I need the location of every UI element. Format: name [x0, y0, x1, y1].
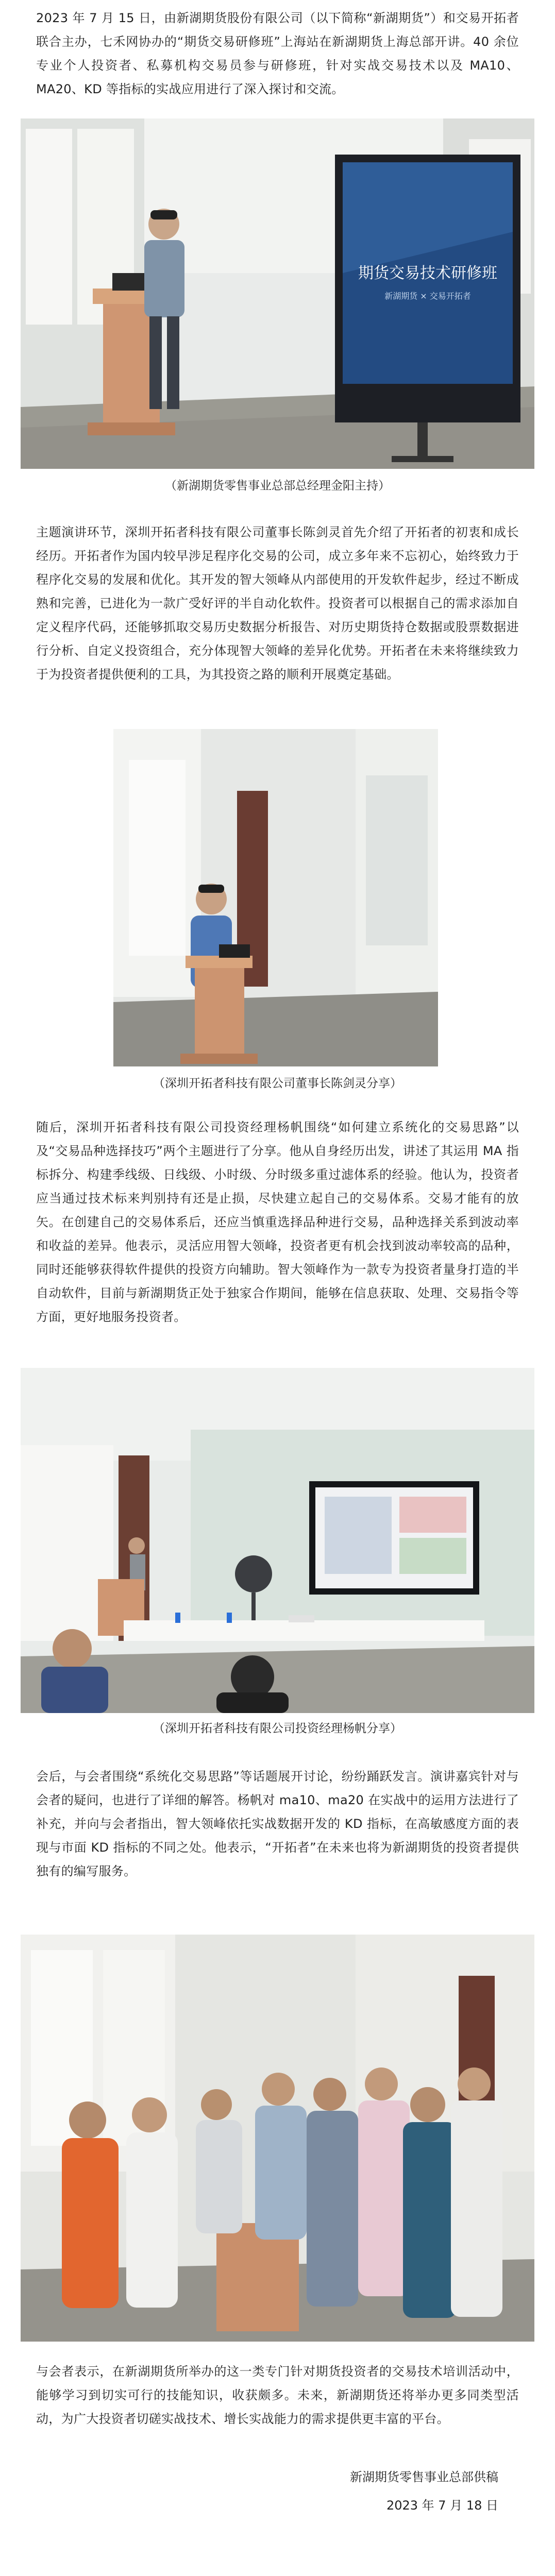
screen-title: 期货交易技术研修班	[358, 264, 497, 282]
paragraph-discussion: 会后，与会者围绕“系统化交易思路”等话题展开讨论，纷纷踊跃发言。演讲嘉宾针对与会者的疑问，也进行了详细的解答。杨帆对 ma10、ma20 在实战中的运用方法进行了补充，并向与会者指出，智大领峰依托实战数据开发的 KD 指标，在高敏感度方面的表现与市面 KD 指标的不同之处。他表示，“开拓者”在未来也将为新湖期货的投资者提供独有的编写服务。	[36, 1769, 519, 1878]
caption-host: （新湖期货零售事业总部总经理金阳主持）	[165, 479, 390, 493]
photo-discussion	[21, 1935, 534, 2342]
paragraph-chairman: 主题演讲环节，深圳开拓者科技有限公司董事长陈剑灵首先介绍了开拓者的初衷和成长经历。开拓者作为国内较早涉足程序化交易的公司，成立多年来不忘初心，始终致力于程序化交易的发展和优化。其开发的智大领峰从内部使用的开发软件起步，经过不断成熟和完善，已进化为一款广受好评的半自动化软件。投资者可以根据自己的需求添加自定义程序代码，还能够抓取交易历史数据分析报告、对历史期货持仓数据或股票数据进行分析、自定义投资组合，充分体现智大领峰的差异化优势。开拓者在未来将继续致力于为投资者提供便利的工具，为其投资之路的顺利开展奠定基础。	[36, 525, 519, 682]
paragraph-manager: 随后，深圳开拓者科技有限公司投资经理杨帆围绕“如何建立系统化的交易思路”以及“交易品种选择技巧”两个主题进行了分享。他从自身经历出发，讲述了其运用 MA 指标拆分、构建季线级、日线级、小时级、分时级多重过滤体系的经验。他认为，投资者应当通过技术标来判别持有还是止损，尽快建立起自己的交易体系。交易才能有的放矢。在创建自己的交易体系后，还应当慎重选择品种进行交易，品种选择关系到波动率和收益的差异。他表示，灵活应用智大领峰，投资者更有机会找到波动率较高的品种，同时还能够获得软件提供的投资方向辅助。智大领峰作为一款专为投资者量身打造的半自动软件，目前与新湖期货正处于独家合作期间，能够在信息获取、处理、交易指令等方面，更好地服务投资者。	[36, 1120, 519, 1324]
caption-manager: （深圳开拓者科技有限公司投资经理杨帆分享）	[153, 1722, 402, 1735]
screen-subtitle: 新湖期货 × 交易开拓者	[384, 291, 471, 301]
signature-date: 2023 年 7 月 18 日	[386, 2498, 498, 2513]
paragraph-intro: 2023 年 7 月 15 日，由新湖期货股份有限公司（以下简称“新湖期货”）和交易开拓者联合主办，七禾网协办的“期货交易研修班”上海站在新湖期货上海总部开讲。40 余位专业个人投资者、私募机构交易员参与研修班，针对实战交易技术以及 MA10、MA20、KD 等指标的实战应用进行了深入探讨和交流。	[36, 11, 519, 96]
photo-classroom	[21, 1368, 534, 1713]
signature-org: 新湖期货零售事业总部供稿	[350, 2470, 498, 2484]
photo-chairman	[113, 729, 438, 1066]
caption-chairman: （深圳开拓者科技有限公司董事长陈剑灵分享）	[153, 1077, 402, 1090]
paragraph-closing: 与会者表示，在新湖期货所举办的这一类专门针对期货投资者的交易技术培训活动中，能够学习到切实可行的技能知识，收获颇多。未来，新湖期货还将举办更多同类型活动，为广大投资者切磋实战技术、增长实战能力的需求提供更丰富的平台。	[36, 2364, 519, 2426]
photo-host	[21, 118, 534, 469]
